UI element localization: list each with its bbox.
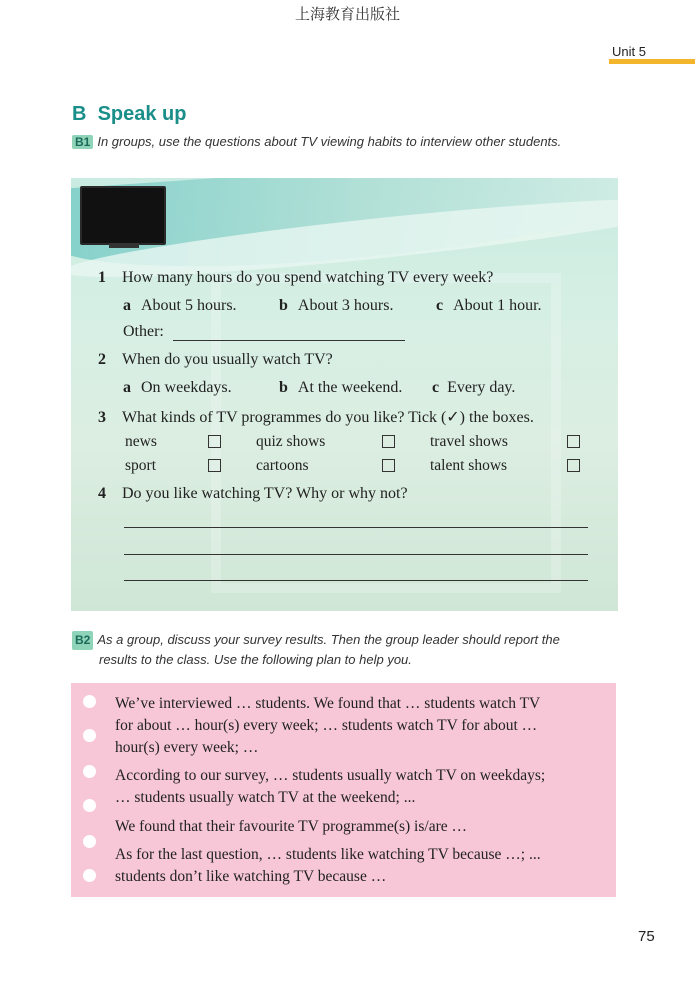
plan-paragraph-3: We found that their favourite TV programme(s) is/are …: [115, 818, 467, 835]
q3-checkbox-news[interactable]: [208, 435, 221, 448]
q2-option-c: c Every day.: [432, 379, 516, 396]
bullet-icon: [83, 835, 96, 848]
unit-label: Unit 5: [612, 44, 646, 59]
q2-option-b: b At the weekend.: [279, 379, 403, 396]
section-title: [72, 103, 187, 126]
q1-option-a: a About 5 hours.: [123, 297, 237, 314]
bullet-icon: [83, 729, 96, 742]
q4-answer-line-2[interactable]: [124, 554, 588, 555]
bullet-icon: [83, 799, 96, 812]
unit-accent-bar: [609, 59, 695, 64]
q3-checkbox-cartoons[interactable]: [382, 459, 395, 472]
q1-option-c: c About 1 hour.: [436, 297, 542, 314]
section-name: Speak up: [97, 103, 187, 125]
bullet-icon: [83, 765, 96, 778]
q3-item-quiz-shows: quiz shows: [256, 433, 326, 450]
q3-item-sport: sport: [125, 457, 156, 474]
q3-checkbox-talent-shows[interactable]: [567, 459, 580, 472]
q3-item-travel-shows: travel shows: [430, 433, 508, 450]
plan-paragraph-1: We’ve interviewed … students. We found that … students watch TV for about … hour(s) every week; … students watch TV for about … hour(s) every week; …: [115, 695, 541, 756]
tv-icon: [80, 186, 166, 245]
q1-other-answer-line[interactable]: [173, 340, 405, 341]
q3-checkbox-travel-shows[interactable]: [567, 435, 580, 448]
b1-instruction: [72, 134, 561, 149]
bullet-icon: [83, 695, 96, 708]
b2-instruction: [72, 630, 612, 669]
b1-tag: B1: [72, 135, 93, 149]
question-number: 3: [98, 409, 106, 426]
section-letter: B: [72, 103, 87, 125]
q3-item-talent-shows: talent shows: [430, 457, 508, 474]
q3-item-news: news: [125, 433, 157, 450]
question-2: [98, 351, 333, 369]
b2-text-line1: As a group, discuss your survey results. Then the group leader should report the: [97, 632, 560, 647]
q3-checkbox-quiz-shows[interactable]: [382, 435, 395, 448]
b2-text-line2: results to the class. Use the following plan to help you.: [99, 652, 412, 667]
page-number: 75: [638, 928, 655, 945]
question-1: [98, 269, 493, 287]
q3-item-cartoons: cartoons: [256, 457, 309, 474]
b2-tag: B2: [72, 631, 93, 650]
plan-paragraph-2: According to our survey, … students usually watch TV on weekdays; … students usually watch TV at the weekend; ...: [115, 767, 546, 806]
q4-answer-line-1[interactable]: [124, 527, 588, 528]
question-4: [98, 485, 408, 503]
b1-text: In groups, use the questions about TV viewing habits to interview other students.: [97, 134, 562, 149]
question-text: When do you usually watch TV?: [122, 351, 333, 368]
report-plan-box: [71, 683, 616, 897]
question-number: 1: [98, 269, 106, 286]
question-text: What kinds of TV programmes do you like? Tick (✓) the boxes.: [122, 409, 534, 426]
q2-option-a: a On weekdays.: [123, 379, 232, 396]
tv-stand-icon: [109, 243, 139, 248]
q1-option-b: b About 3 hours.: [279, 297, 394, 314]
question-text: How many hours do you spend watching TV every week?: [122, 269, 494, 286]
question-number: 2: [98, 351, 106, 368]
q1-other-label: Other:: [123, 323, 164, 340]
question-number: 4: [98, 485, 106, 502]
publisher-name: 上海教育出版社: [294, 5, 400, 23]
bullet-icon: [83, 869, 96, 882]
question-3: [98, 407, 534, 427]
question-text: Do you like watching TV? Why or why not?: [122, 485, 408, 502]
q3-checkbox-sport[interactable]: [208, 459, 221, 472]
plan-paragraph-4: As for the last question, … students like watching TV because …; ... students don’t like watching TV because …: [115, 846, 541, 885]
q4-answer-line-3[interactable]: [124, 580, 588, 581]
